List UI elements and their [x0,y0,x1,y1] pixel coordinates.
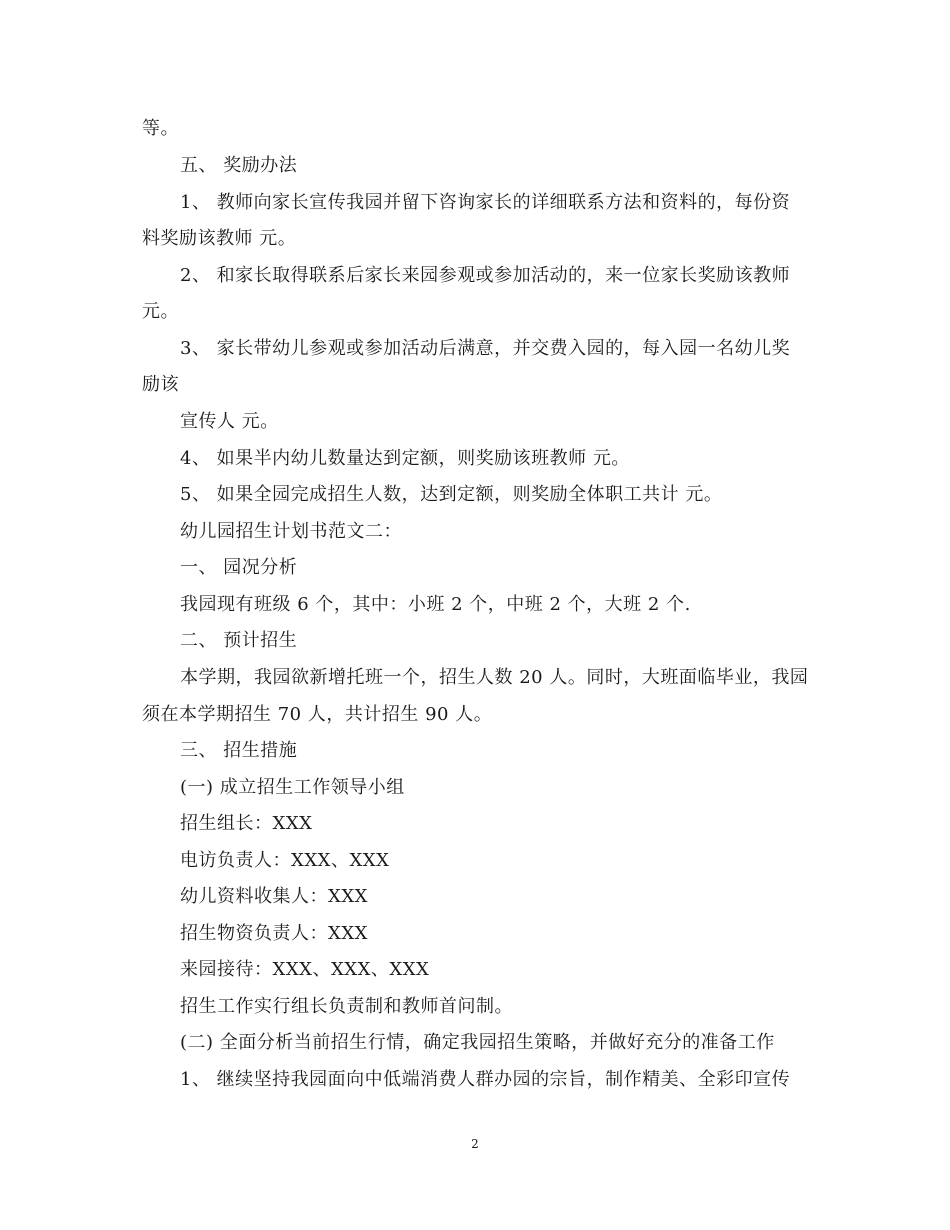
text-line: 3、 家长带幼儿参观或参加活动后满意，并交费入园的，每入园一名幼儿奖 [180,338,791,359]
text-line: 我园现有班级 6 个，其中：小班 2 个，中班 2 个，大班 2 个. [180,594,691,615]
text-line: 宣传人 元。 [180,411,279,432]
text-line: 招生物资负责人：XXX [180,923,368,944]
text-line: 招生组长：XXX [180,813,313,834]
document-subtitle: 幼儿园招生计划书范文二： [180,521,402,542]
text-line: 1、 教师向家长宣传我园并留下咨询家长的详细联系方法和资料的，每份资 [180,192,791,213]
text-line: 1、 继续坚持我园面向中低端消费人群办园的宗旨，制作精美、全彩印宣传 [180,1069,791,1090]
section-heading: 二、 预计招生 [180,630,298,651]
text-line: 来园接待：XXX、XXX、XXX [180,959,430,980]
text-line: 本学期，我园欲新增托班一个，招生人数 20 人。同时，大班面临毕业，我园 [180,667,809,688]
section-heading: 五、 奖励办法 [180,155,298,176]
page-number: 2 [471,1137,479,1151]
text-line: 料奖励该教师 元。 [142,228,297,249]
section-heading: 三、 招生措施 [180,740,298,761]
text-line: 须在本学期招生 70 人，共计招生 90 人。 [142,704,493,725]
text-line: 5、 如果全园完成招生人数，达到定额，则奖励全体职工共计 元。 [180,484,723,505]
text-line: 励该 [142,374,179,395]
subsection-heading: (一) 成立招生工作领导小组 [180,777,405,798]
text-line: 2、 和家长取得联系后家长来园参观或参加活动的，来一位家长奖励该教师 [180,265,791,286]
text-line: 等。 [142,118,179,139]
text-line: 招生工作实行组长负责制和教师首问制。 [180,996,513,1017]
text-line: 4、 如果半内幼儿数量达到定额，则奖励该班教师 元。 [180,448,630,469]
text-line: 电访负责人：XXX、XXX [180,850,390,871]
text-line: 幼儿资料收集人：XXX [180,886,368,907]
text-line: 元。 [142,301,179,322]
section-heading: 一、 园况分析 [180,557,298,578]
subsection-heading: (二) 全面分析当前招生行情，确定我园招生策略，并做好充分的准备工作 [180,1032,775,1053]
